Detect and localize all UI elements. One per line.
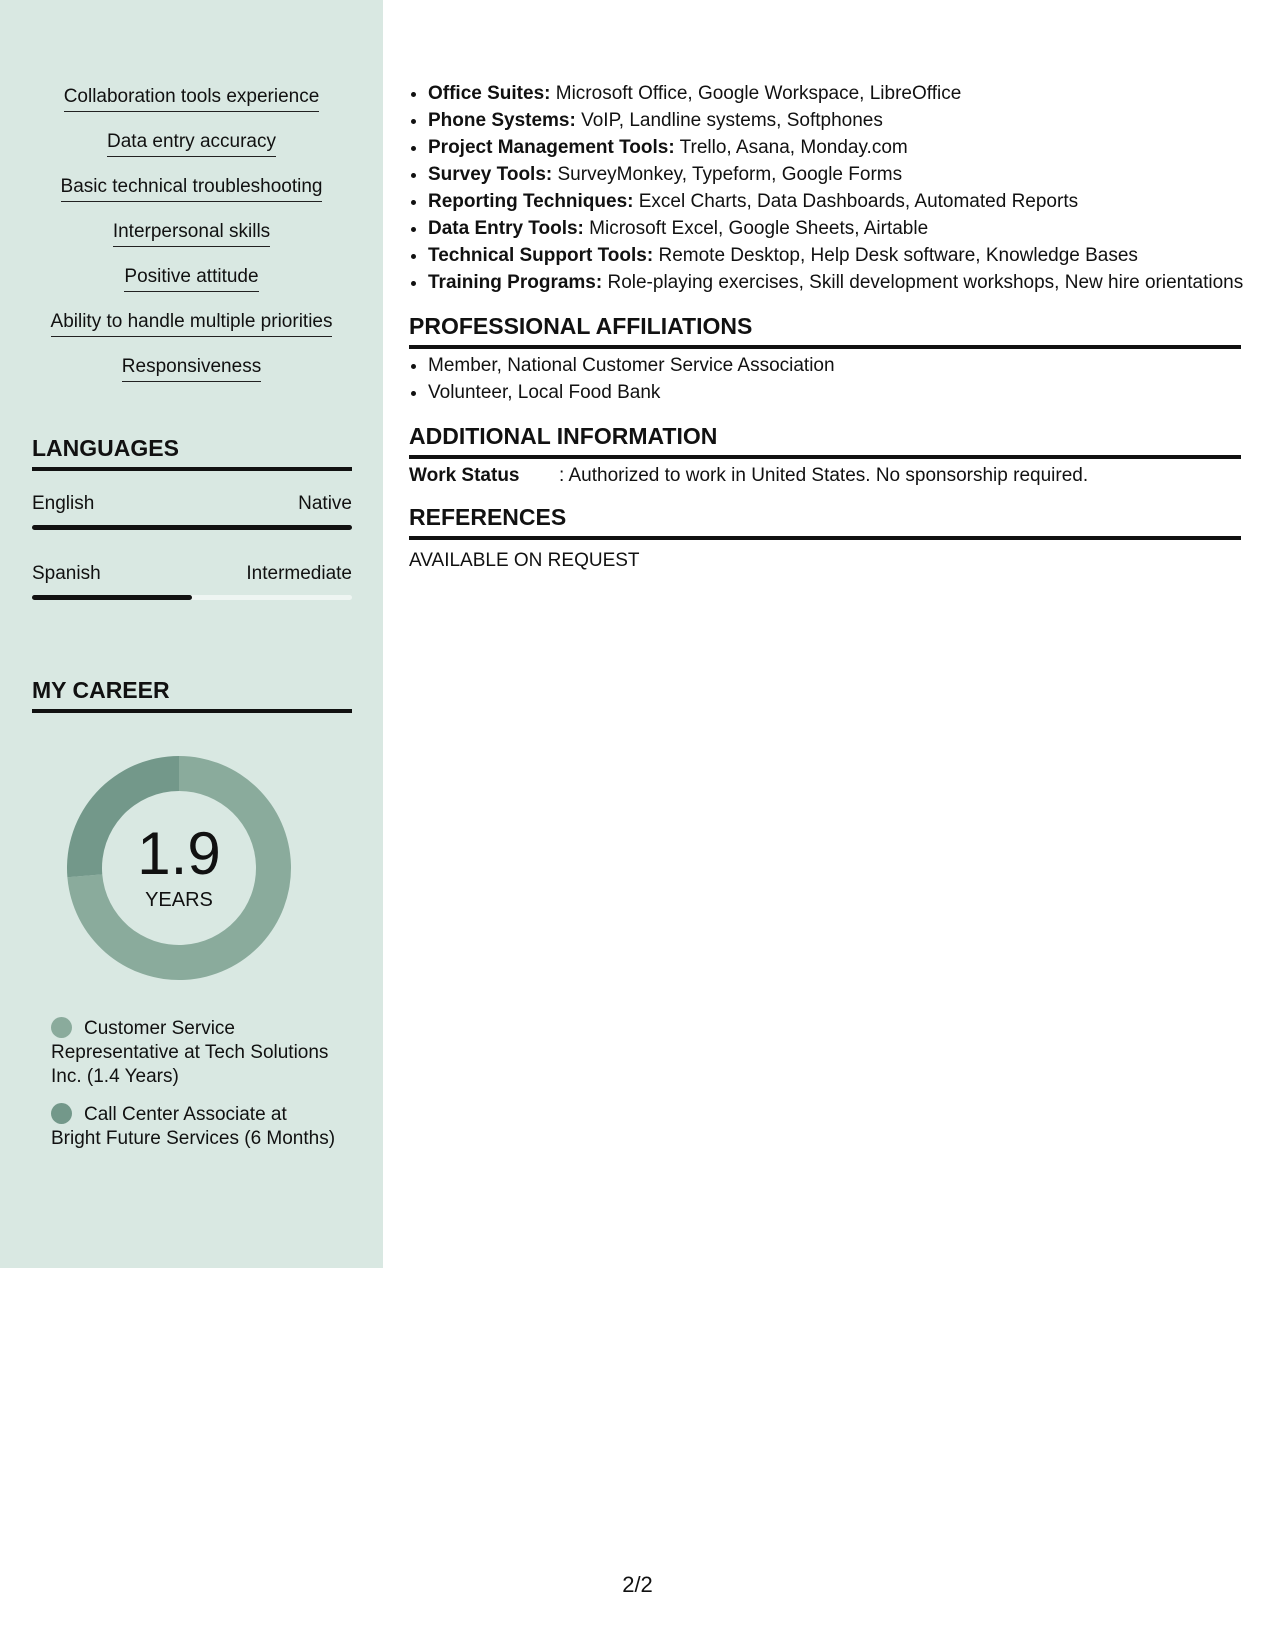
career-legend-item (51, 1103, 341, 1151)
skill-item (0, 265, 383, 310)
tool-item (428, 80, 1243, 107)
page-number: 2/2 (622, 1572, 653, 1597)
skill-item (0, 355, 383, 400)
skill-label: Data entry accuracy (107, 130, 276, 157)
work-status-row (409, 464, 1088, 488)
language-name: Spanish (32, 563, 101, 584)
career-heading: MY CAREER (32, 676, 352, 713)
tool-value: SurveyMonkey, Typeform, Google Forms (552, 164, 903, 185)
affiliation-item: • Member, National Customer Service Association (428, 352, 835, 379)
skill-label: Positive attitude (124, 265, 258, 292)
affiliation-item: • Volunteer, Local Food Bank (428, 379, 835, 406)
career-total-unit: YEARS (145, 889, 213, 911)
tool-value: Role-playing exercises, Skill development workshops, New hire orientations (602, 272, 1244, 293)
additional-info-heading: ADDITIONAL INFORMATION (409, 422, 1241, 459)
tool-label: Training Programs: (428, 272, 603, 293)
tool-label: Survey Tools: (428, 164, 553, 185)
career-legend-item (51, 1017, 341, 1089)
language-level-fill (32, 595, 192, 600)
legend-dot (51, 1103, 72, 1124)
language-level-bar (32, 525, 352, 530)
skill-item (0, 220, 383, 265)
tool-value: Trello, Asana, Monday.com (674, 137, 908, 158)
tool-item (428, 215, 1243, 242)
tool-item (428, 161, 1243, 188)
tool-label: Project Management Tools: (428, 137, 675, 158)
tool-label: Office Suites: (428, 83, 551, 104)
tool-label: Reporting Techniques: (428, 191, 634, 212)
skill-label: Ability to handle multiple priorities (51, 310, 333, 337)
tool-item (428, 188, 1243, 215)
legend-label: Customer Service Representative at Tech Solutions Inc. (1.4 Years) (51, 1018, 329, 1087)
career-total-value: 1.9 (137, 820, 221, 887)
skill-item (0, 310, 383, 355)
skills-list (0, 85, 383, 400)
skill-label: Responsiveness (122, 355, 261, 382)
tool-value: Microsoft Excel, Google Sheets, Airtable (583, 218, 929, 239)
work-status-label: Work Status (409, 465, 520, 486)
tool-value: Remote Desktop, Help Desk software, Knowledge Bases (653, 245, 1138, 266)
tool-item (428, 134, 1243, 161)
sidebar (0, 0, 383, 1268)
affiliations-list (409, 352, 835, 406)
tools-list (409, 80, 1243, 296)
tool-item (428, 269, 1243, 296)
skill-item (0, 175, 383, 220)
tool-value: Microsoft Office, Google Workspace, LibreOffice (550, 83, 962, 104)
skill-item (0, 130, 383, 175)
affiliations-heading: PROFESSIONAL AFFILIATIONS (409, 312, 1241, 349)
language-level-fill (32, 525, 352, 530)
language-level-bar (32, 595, 352, 600)
skill-item (0, 85, 383, 130)
tool-value: VoIP, Landline systems, Softphones (575, 110, 883, 131)
skill-label: Interpersonal skills (113, 220, 270, 247)
work-status-value: : Authorized to work in United States. No sponsorship required. (559, 465, 1089, 486)
tool-label: Phone Systems: (428, 110, 576, 131)
tool-label: Technical Support Tools: (428, 245, 654, 266)
language-level: Native (298, 493, 352, 514)
tool-label: Data Entry Tools: (428, 218, 584, 239)
references-heading: REFERENCES (409, 503, 1241, 540)
language-english (32, 492, 352, 530)
tool-value: Excel Charts, Data Dashboards, Automated Reports (633, 191, 1079, 212)
language-spanish (32, 562, 352, 600)
tool-item (428, 107, 1243, 134)
language-level: Intermediate (246, 563, 352, 584)
legend-dot (51, 1017, 72, 1038)
language-name: English (32, 493, 95, 514)
languages-heading: LANGUAGES (32, 434, 352, 471)
references-text: AVAILABLE ON REQUEST (409, 550, 640, 571)
tool-item (428, 242, 1243, 269)
skill-label: Basic technical troubleshooting (61, 175, 323, 202)
skill-label: Collaboration tools experience (64, 85, 320, 112)
legend-label: Call Center Associate at Bright Future Services (6 Months) (51, 1104, 336, 1149)
